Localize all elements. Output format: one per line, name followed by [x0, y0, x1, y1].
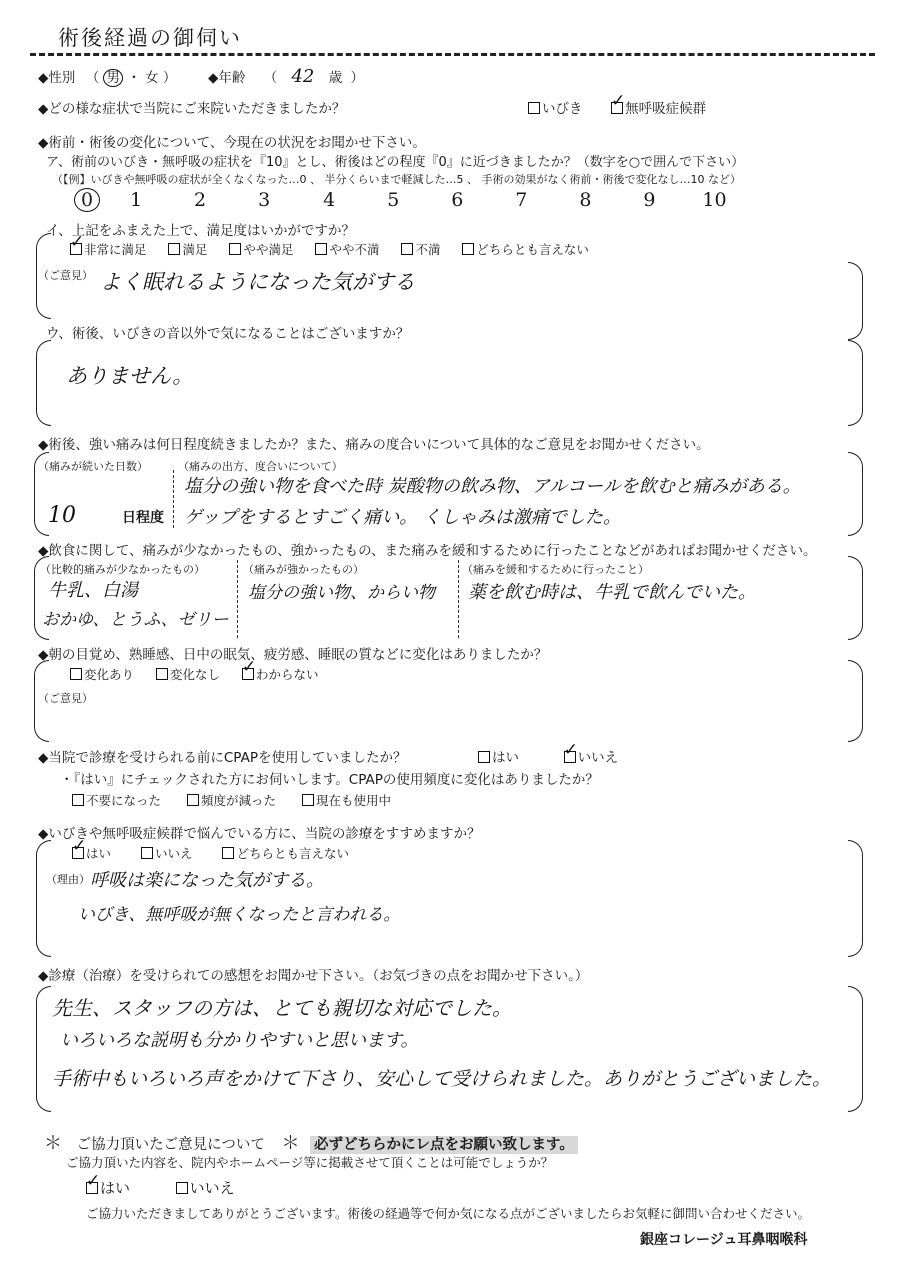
- recommend-options: [72, 844, 349, 862]
- footer-notice: 必ずどちらかにレ点をお願い致します。: [310, 1136, 578, 1154]
- page-title: 術後経過の御伺い: [58, 26, 242, 50]
- scale-row: [74, 188, 744, 212]
- pain-days-unit: 日程度: [122, 510, 164, 526]
- gender-row: ◆性別 （ 男 ・ 女 ）: [38, 70, 177, 86]
- pain-detail-line2[interactable]: ゲップをするとすごく痛い。 くしゃみは激痛でした。: [184, 507, 621, 528]
- clinic-name: 銀座コレージュ耳鼻咽喉科: [640, 1232, 808, 1248]
- recommend-no-label: いいえ: [154, 846, 193, 861]
- recommend-yes-checkbox[interactable]: [72, 847, 84, 859]
- unchanged-checkbox[interactable]: [156, 668, 168, 680]
- recommend-reason-line1[interactable]: 呼吸は楽になった気がする。: [90, 870, 324, 891]
- very-satisfied-label: 非常に満足: [84, 242, 147, 257]
- morning-options: [70, 665, 318, 683]
- cpap-sub-question: ・『はい』にチェックされた方にお伺いします。CPAPの使用頻度に変化はありましたか？: [60, 772, 599, 788]
- other-bracket-right: [848, 340, 863, 426]
- morning-question: ◆朝の目覚め、熟睡感、日中の眠気、疲労感、睡眠の質などに変化はありましたか？: [38, 647, 548, 663]
- snoring-checkbox[interactable]: [528, 102, 540, 114]
- cpap-sub-options: [72, 791, 391, 809]
- scale-1[interactable]: 1: [130, 189, 143, 211]
- very-satisfied-checkbox[interactable]: [70, 243, 82, 255]
- recommend-neutral-label: どちらとも言えない: [236, 846, 349, 861]
- changed-label: 変化あり: [84, 667, 135, 682]
- unknown-checkbox[interactable]: [242, 668, 254, 680]
- footer-header: [44, 1129, 578, 1155]
- food-question: ◆飲食に関して、痛みが少なかったもの、強かったもの、また痛みを緩和するために行ったことなどがあればお聞かせください。: [38, 543, 817, 559]
- changed-checkbox[interactable]: [70, 668, 82, 680]
- somewhat-dissatisfied-label: やや不満: [329, 242, 380, 257]
- publish-no-label: いいえ: [189, 1179, 235, 1197]
- age-label: ◆年齢: [208, 70, 246, 86]
- pain-question: ◆術後、強い痛みは何日程度続きましたか？また、痛みの度合いについて具体的なご意見をお聞かせください。: [38, 437, 710, 453]
- scale-9[interactable]: 9: [643, 189, 656, 211]
- other-answer[interactable]: ありません。: [66, 364, 194, 388]
- pain-days-label: （痛みが続いた日数）: [38, 460, 148, 473]
- publish-no-checkbox[interactable]: [176, 1182, 188, 1194]
- impression-line2[interactable]: いろいろな説明も分かりやすいと思います。: [60, 1030, 419, 1051]
- food-relief-label: （痛みを緩和するために行ったこと）: [462, 563, 649, 576]
- footer-title: ご協力頂いたご意見について: [76, 1137, 265, 1153]
- scale-3[interactable]: 3: [258, 189, 271, 211]
- neutral-checkbox[interactable]: [462, 243, 474, 255]
- scale-6[interactable]: 6: [451, 189, 464, 211]
- gender-male-option[interactable]: 男: [103, 69, 123, 87]
- unchanged-label: 変化なし: [169, 667, 220, 682]
- unknown-label: わからない: [255, 667, 319, 682]
- food-strong-value[interactable]: 塩分の強い物、からい物: [248, 583, 435, 603]
- change-example: （【例】いびきや無呼吸の症状が全くなくなった…0 、 半分くらいまで軽減した…5 、 手術の効果がなく術前・術後で変化なし…10 など）: [52, 173, 741, 186]
- snoring-label: いびき: [542, 101, 583, 117]
- scale-10[interactable]: 10: [702, 189, 727, 211]
- satisfaction-bracket-right: [848, 262, 863, 340]
- other-bracket-left: [36, 340, 51, 426]
- dissatisfied-checkbox[interactable]: [401, 243, 413, 255]
- recommend-reason-line2[interactable]: いびき、無呼吸が無くなったと言われる。: [78, 905, 401, 925]
- dissatisfied-label: 不満: [415, 242, 441, 257]
- food-less-line1[interactable]: 牛乳、白湯: [48, 580, 138, 601]
- cpap-no-checkbox[interactable]: [564, 751, 576, 763]
- footer-thanks: ご協力いただきましてありがとうございます。術後の経過等で何か気になる点がございましたらお気軽に御問い合わせください。: [86, 1206, 811, 1221]
- food-less-label: （比較的痛みが少なかったもの）: [40, 563, 205, 576]
- cpap-no-label: いいえ: [577, 750, 619, 766]
- gender-separator: ・: [127, 70, 141, 86]
- other-question: ウ、術後、いびきの音以外で気になることはございますか？: [46, 326, 410, 342]
- morning-bracket-right: [848, 660, 863, 742]
- food-divider-2: [458, 560, 459, 638]
- somewhat-dissatisfied-checkbox[interactable]: [315, 243, 327, 255]
- impression-bracket-left: [36, 986, 51, 1112]
- satisfaction-opinion[interactable]: よく眠れるようになった気がする: [100, 270, 415, 294]
- cpap-options: [478, 746, 618, 766]
- cpap-less-checkbox[interactable]: [187, 794, 199, 806]
- scale-2[interactable]: 2: [194, 189, 207, 211]
- scale-8[interactable]: 8: [579, 189, 592, 211]
- impression-line1[interactable]: 先生、スタッフの方は、とても親切な対応でした。: [52, 996, 512, 1020]
- satisfaction-question: イ、上記をふまえた上で、満足度はいかがですか？: [46, 223, 356, 239]
- pain-detail-line1[interactable]: 塩分の強い物を食べた時 炭酸物の飲み物、アルコールを飲むと痛みがある。: [184, 476, 801, 497]
- symptom-options: [528, 97, 706, 117]
- pain-divider: [173, 470, 174, 528]
- scale-7[interactable]: 7: [515, 189, 528, 211]
- scale-4[interactable]: 4: [323, 189, 336, 211]
- footer-star-1: ＊: [44, 1133, 62, 1154]
- cpap-still-label: 現在も使用中: [315, 793, 391, 808]
- cpap-yes-checkbox[interactable]: [478, 751, 490, 763]
- publish-yes-checkbox[interactable]: [86, 1182, 98, 1194]
- symptom-question: ◆どの様な症状で当院にご来院いただきましたか？: [38, 101, 346, 117]
- cpap-still-checkbox[interactable]: [302, 794, 314, 806]
- cpap-less-label: 頻度が減った: [200, 793, 276, 808]
- cpap-yes-label: はい: [492, 750, 519, 766]
- satisfaction-opinion-label: （ご意見）: [38, 269, 93, 282]
- impression-question: ◆診療（治療）を受けられての感想をお聞かせ下さい。（お気づきの点をお聞かせ下さい。）: [38, 968, 589, 984]
- pain-detail-label: （痛みの出方、度合いについて）: [178, 460, 343, 473]
- pain-days-value[interactable]: 10: [48, 503, 76, 528]
- food-divider-1: [237, 560, 238, 638]
- scale-5[interactable]: 5: [387, 189, 400, 211]
- cpap-question: ◆当院で診療を受けられる前にCPAPを使用していましたか？: [38, 750, 407, 766]
- impression-line3[interactable]: 手術中もいろいろ声をかけて下さり、安心して受けられました。ありがとうございました。: [52, 1068, 832, 1090]
- recommend-reason-label: （理由）: [46, 873, 90, 886]
- pain-bracket-right: [848, 452, 863, 536]
- food-less-line2[interactable]: おかゆ、とうふ、ゼリー: [42, 610, 229, 630]
- age-row: ◆年齢 （ 42 歳 ）: [208, 66, 364, 87]
- recommend-neutral-checkbox[interactable]: [222, 847, 234, 859]
- publish-yes-label: はい: [100, 1179, 131, 1197]
- somewhat-satisfied-checkbox[interactable]: [229, 243, 241, 255]
- food-relief-value[interactable]: 薬を飲む時は、牛乳で飲んでいた。: [468, 582, 756, 603]
- gender-label: ◆性別: [38, 70, 76, 86]
- recommend-yes-label: はい: [86, 846, 112, 861]
- cpap-not-needed-label: 不要になった: [86, 793, 162, 808]
- age-value[interactable]: 42: [291, 66, 315, 87]
- recommend-bracket-left: [36, 840, 51, 957]
- morning-opinion-label: （ご意見）: [38, 692, 93, 705]
- change-sub-a: ア、術前のいびき・無呼吸の症状を『10』とし、術後はどの程度『0』に近づきましたか？（数字を○で囲んで下さい）: [46, 155, 745, 170]
- satisfied-label: 満足: [182, 242, 208, 257]
- footer-question: ご協力頂いた内容を、院内やホームページ等に掲載させて頂くことは可能でしょうか？: [66, 1155, 554, 1170]
- food-bracket-right: [848, 556, 863, 640]
- recommend-bracket-right: [848, 840, 863, 957]
- somewhat-satisfied-label: やや満足: [243, 242, 294, 257]
- satisfaction-options: [70, 240, 589, 258]
- age-unit: 歳: [328, 70, 343, 86]
- neutral-label: どちらとも言えない: [476, 242, 589, 257]
- footer-options: [86, 1177, 235, 1198]
- apnea-label: 無呼吸症候群: [625, 101, 707, 117]
- recommend-question: ◆いびきや無呼吸症候群で悩んでいる方に、当院の診療をすすめますか？: [38, 826, 481, 842]
- change-question: ◆術前・術後の変化について、今現在の状況をお聞かせ下さい。: [38, 135, 426, 151]
- recommend-no-checkbox[interactable]: [141, 847, 153, 859]
- apnea-checkbox[interactable]: [611, 102, 623, 114]
- food-strong-label: （痛みが強かったもの）: [243, 563, 364, 576]
- impression-bracket-right: [848, 986, 863, 1112]
- scale-0[interactable]: 0: [74, 188, 100, 212]
- satisfied-checkbox[interactable]: [168, 243, 180, 255]
- cpap-not-needed-checkbox[interactable]: [72, 794, 84, 806]
- title-divider: [30, 53, 875, 56]
- footer-star-2: ＊: [281, 1133, 300, 1154]
- gender-female-option[interactable]: 女: [145, 70, 159, 86]
